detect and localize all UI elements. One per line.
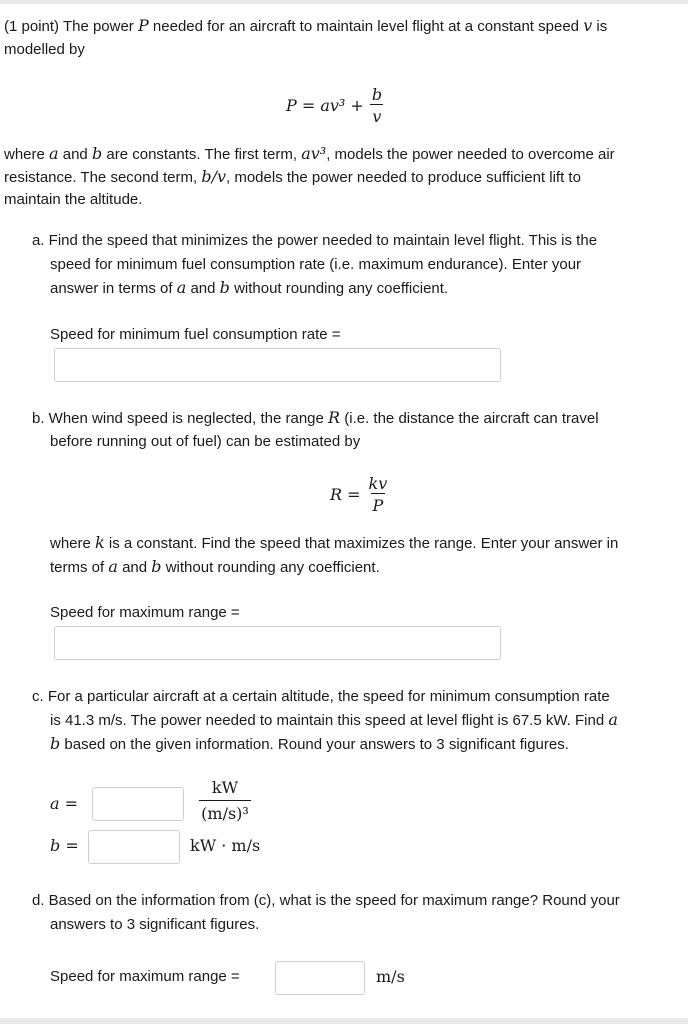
range-equation: R = $\frac{kv}{P}$: [330, 473, 388, 515]
part-b-where-line1: where k is a constant. Find the speed that maximizes the range. Enter your answer in: [50, 533, 619, 552]
part-b-line2: before running out of fuel) can be estimated by: [50, 433, 361, 450]
part-d-line1: d. Based on the information from (c), what is the speed for maximum range? Round your: [32, 892, 620, 909]
part-c-line3: b based on the given information. Round your answers to 3 significant figures.: [50, 734, 569, 753]
part-c-line2: is 41.3 m/s. The power needed to maintain this speed at level flight is 67.5 kW. Find a: [50, 710, 618, 729]
part-c-a-input[interactable]: [92, 787, 184, 821]
part-b-speed-input[interactable]: [54, 626, 501, 660]
part-c-a-unit: kW (m/s)³: [201, 778, 249, 823]
part-c-b-label: b =: [50, 836, 79, 855]
part-a-line2: speed for minimum fuel consumption rate (i.e. maximum endurance). Enter your: [50, 256, 582, 273]
problem-intro-line2: modelled by: [4, 41, 85, 58]
part-c-b-unit: kW · m/s: [190, 836, 261, 855]
part-b-answer-label: Speed for maximum range =: [50, 604, 240, 621]
part-d-line2: answers to 3 significant figures.: [50, 916, 260, 933]
part-c-b-input[interactable]: [88, 830, 180, 864]
bottom-divider: [0, 1018, 688, 1024]
part-d-speed-input[interactable]: [275, 961, 365, 995]
part-a-speed-input[interactable]: [54, 348, 501, 382]
problem-intro-line1: (1 point) The power P needed for an aircraft to maintain level flight at a constant speed v is: [4, 16, 608, 35]
top-divider: [0, 0, 688, 4]
part-a-answer-label: Speed for minimum fuel consumption rate =: [50, 326, 341, 343]
intro-where-line3: maintain the altitude.: [4, 191, 143, 208]
part-d-answer-label: Speed for maximum range =: [50, 968, 240, 985]
part-c-a-label: a =: [50, 794, 79, 813]
power-equation: P = av³ + $\frac{b}{v}$: [286, 84, 383, 126]
intro-where-line1: where a and b are constants. The first term, av³, models the power needed to overcome air: [4, 144, 615, 163]
intro-where-line2: resistance. The second term, b/v, models the power needed to produce sufficient lift to: [4, 167, 581, 186]
part-a-line3: answer in terms of a and b without rounding any coefficient.: [50, 278, 449, 297]
part-c-line1: c. For a particular aircraft at a certain altitude, the speed for minimum consumption rate: [32, 688, 610, 705]
part-a-line1: a. Find the speed that minimizes the power needed to maintain level flight. This is the: [32, 232, 598, 249]
part-b-where-line2: terms of a and b without rounding any coefficient.: [50, 557, 380, 576]
part-d-unit: m/s: [376, 967, 405, 986]
part-b-line1: b. When wind speed is neglected, the range R (i.e. the distance the aircraft can travel: [32, 408, 599, 427]
